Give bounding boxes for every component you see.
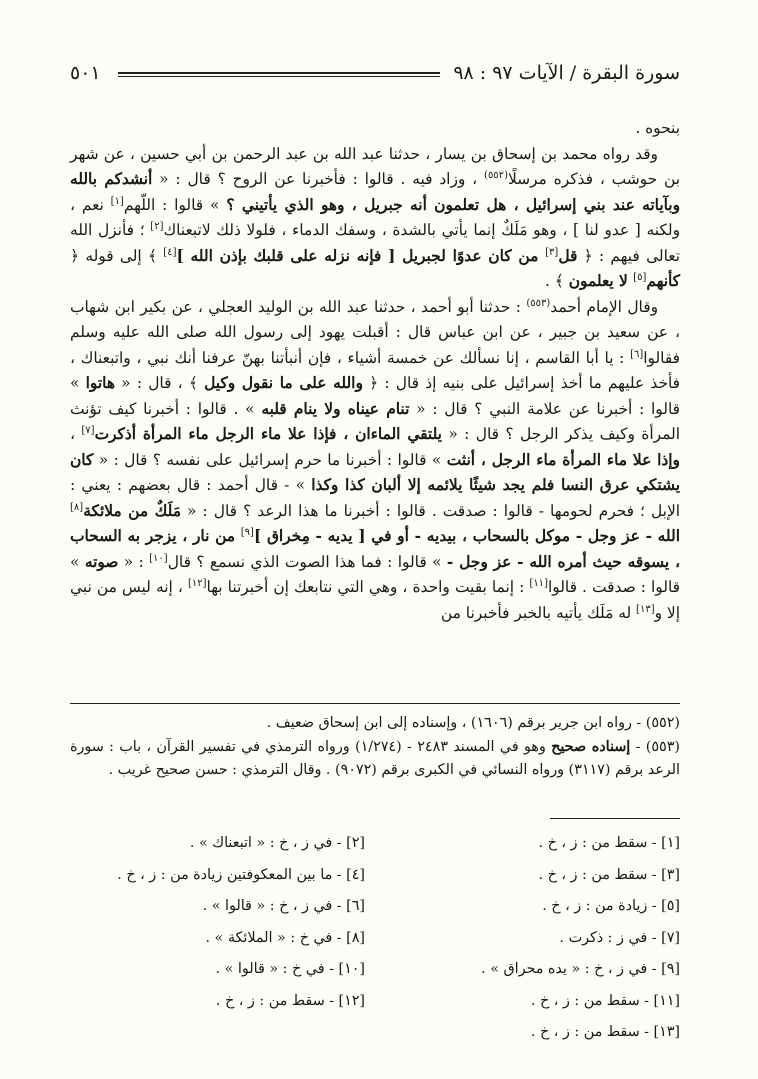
footnote-item: [٣] - سقط من : ز ، خ .	[538, 866, 680, 883]
footnote-item: [٥] - زيادة من : ز ، خ .	[542, 898, 680, 914]
text-segment: ﴾ ، قال : «	[114, 374, 205, 392]
note-553	[70, 736, 680, 783]
footnote-marker: (٥٥٣)	[526, 297, 551, 309]
footnote-marker: [٧]	[81, 424, 95, 436]
hadith-notes	[70, 712, 680, 783]
bold-text-segment: من كان عدوًا لجبريل [ فإنه نزله على قلبك بإذن الله ]	[176, 246, 546, 265]
bold-text-segment: والله على ما نقول وكيل	[204, 374, 363, 392]
text-segment: » قالوا : أخبرنا عن علامة النبي ؟ قال : «	[70, 374, 680, 418]
footnote-marker: [١٠]	[149, 552, 168, 564]
footnote-marker: [١]	[110, 195, 124, 207]
note-552	[70, 712, 680, 736]
text-segment: (٥٥٢) - رواه ابن جرير برقم (١٦٠٦) ، وإسناده إلى ابن إسحاق ضعيف .	[266, 715, 680, 731]
page-header	[70, 58, 680, 92]
footnote-marker: [٣]	[545, 246, 559, 258]
footnote-marker: [٤]	[163, 246, 177, 258]
paragraph-2	[70, 142, 680, 295]
text-segment: : يا أبا القاسم ، إنا نسألك عن خمسة أشياء ، فإن أنبأتنا بهنّ عرفنا أنك نبي ، واتبعناك ، فأخذ عليهم ما أخذ إسرائيل على بنيه إذ قال : ﴿	[70, 348, 681, 392]
bold-text-segment: صوته	[84, 552, 119, 571]
footnote-item: [٢] - في ز ، خ : « اتبعناك » .	[189, 835, 365, 851]
text-segment: » - قال أحمد : قال بعضهم : يعني : الإبل ؛ فحرم لحومها - قالوا : صدقت . قالوا : أخبرنا ما هذا الرعد ؟ قال : «	[70, 476, 681, 520]
footnote-marker: (٥٥٢)	[484, 169, 508, 181]
footnote-marker: [١٢]	[187, 577, 207, 589]
text-segment: وقال الإمام أحمد	[550, 297, 658, 316]
bold-text-segment: تنام عيناه ولا ينام قلبه	[261, 399, 410, 418]
bold-text-segment: قل	[558, 246, 578, 265]
footnote-marker: [٨]	[70, 501, 84, 513]
footnote-marker: [١٣]	[636, 603, 655, 615]
text-segment: وقد رواه محمد بن إسحاق بن يسار ، حدثنا عبد الله بن عبد الرحمن بن أبي حسين ، عن شهر بن حوشب ، فذكره مرسلًا	[70, 144, 680, 188]
bold-text-segment: كأنهم	[646, 272, 680, 290]
bold-text-segment: من نار ، يزجر به السحاب ، يسوقه حيث أمره الله - عز وجل -	[70, 527, 680, 571]
footnote-marker: [٥]	[633, 271, 647, 283]
footnote-item: [٧] - في ز : ذكرت .	[559, 929, 680, 946]
footnote-item: [٩] - في ز ، خ : « يده محراق » .	[481, 961, 680, 977]
main-text	[70, 116, 680, 626]
footnote-item: [١٣] - سقط من : ز ، خ .	[530, 1024, 680, 1040]
footnote-marker: [١١]	[529, 577, 548, 589]
footnote-item: [٦] - في ز ، خ : « قالوا » .	[202, 898, 365, 914]
text-segment: » . قالوا : أخبرنا كيف تؤنث المرأة وكيف يذكر الرجل ؟ قال : «	[70, 399, 680, 443]
text-segment: : إنما بقيت واحدة ، وهي التي نتابعك إن أخبرتنا بها	[206, 578, 530, 596]
bold-text-segment: الله - عز وجل - موكل بالسحاب ، بيديه - أو في [ يديه - مِخراق ]	[253, 527, 680, 545]
bold-text-segment: أنشدكم بالله وبآياته عند بني إسرائيل ، هل تعلمون أنه جبريل ، وهو الذي يأتيني ؟	[70, 170, 681, 214]
text-segment: : «	[118, 552, 150, 571]
text-segment: وهو في المسند ٢٤٨٣ - (١/٢٧٤) ورواه الترمذي في تفسير القرآن ، باب : سورة الرعد برقم (٣١١٧) ورواه النسائي في الكبرى برقم (٩٠٧٢) . وقال الترمذي : حسن صحيح غريب .	[70, 738, 680, 778]
footnotes-separator	[550, 818, 680, 819]
footnote-item: [١٢] - سقط من : ز ، خ .	[215, 992, 365, 1009]
page-number: ٥٠١	[70, 62, 101, 84]
text-segment: ؛ فأنزل الله تعالى فيهم : ﴿	[70, 221, 680, 265]
text-segment: ،	[70, 425, 82, 443]
footnote-marker: [٩]	[240, 526, 254, 538]
footnotes	[70, 828, 680, 1049]
surah-heading: سورة البقرة / الآيات ٩٧ : ٩٨	[453, 62, 680, 84]
footnote-marker: [٢]	[150, 220, 164, 232]
bold-text-segment: هاتوا	[85, 374, 115, 392]
bold-text-segment: وإذا علا ماء المرأة ماء الرجل ، أنثت	[446, 450, 680, 469]
bold-text-segment: لا يعلمون	[568, 272, 634, 290]
text-segment: » قالوا : أخبرنا ما حرم إسرائيل على نفسه ؟ قال : «	[93, 450, 447, 469]
bold-text-segment: يلتقي الماءان ، فإذا علا ماء الرجل ماء المرأة أذكرت	[94, 425, 442, 443]
text-segment: له مَلَك يأتيه بالخبر فأخبرنا من	[440, 603, 637, 622]
bold-text-segment: كان يشتكي عرق النسا فلم يجد شيئًا يلائمه إلا ألبان كذا وكذا	[70, 450, 680, 494]
header-rule	[118, 72, 440, 77]
text-segment: ﴾ .	[545, 272, 569, 290]
notes-separator	[70, 703, 680, 704]
text-segment: : حدثنا أبو أحمد ، حدثنا عبد الله بن الوليد العجلي ، عن بكير ابن شهاب ، عن سعيد بن جبير ، عن ابن عباس قال : أقبلت يهود إلى رسول الله صلى الله عليه وسلم فقالوا	[70, 297, 680, 367]
footnote-item: [٤] - ما بين المعكوفتين زيادة من : ز ، خ .	[117, 866, 365, 883]
text-segment: » قالوا : فما هذا الصوت الذي نسمع ؟ قال	[167, 552, 447, 571]
footnote-item: [٨] - في خ : « الملائكة » .	[205, 929, 365, 946]
text-segment: (٥٥٣) -	[630, 738, 680, 755]
footnote-item: [١٠] - في خ : « قالوا » .	[215, 961, 365, 977]
bold-text-segment: إسناده صحيح	[551, 738, 631, 755]
text-segment: نعم ، ولكنه [ عدو لنا ] ، وهو مَلَكٌ إنما يأتي بالشدة ، وسفك الدماء ، فلولا ذلك لاتبعناك	[70, 195, 681, 239]
paragraph-3	[70, 295, 680, 627]
bold-text-segment: مَلَكٌ من ملائكة	[83, 501, 181, 520]
text-segment: ، إنه ليس من نبي إلا و	[70, 578, 680, 622]
text-segment: ﴾ إلى قوله ﴿	[70, 246, 164, 265]
text-segment: » قالوا : صدقت . قالوا	[70, 552, 680, 596]
text-segment: ، وزاد فيه . قالوا : فأخبرنا عن الروح ؟ قال : «	[152, 170, 485, 188]
footnote-marker: [٦]	[630, 348, 644, 360]
text-segment: » قالوا : اللّهم	[123, 195, 227, 214]
footnote-item: [١١] - سقط من : ز ، خ .	[530, 992, 680, 1009]
paragraph-1: بنحوه .	[635, 119, 680, 137]
footnote-item: [١] - سقط من : ز ، خ .	[538, 835, 680, 851]
